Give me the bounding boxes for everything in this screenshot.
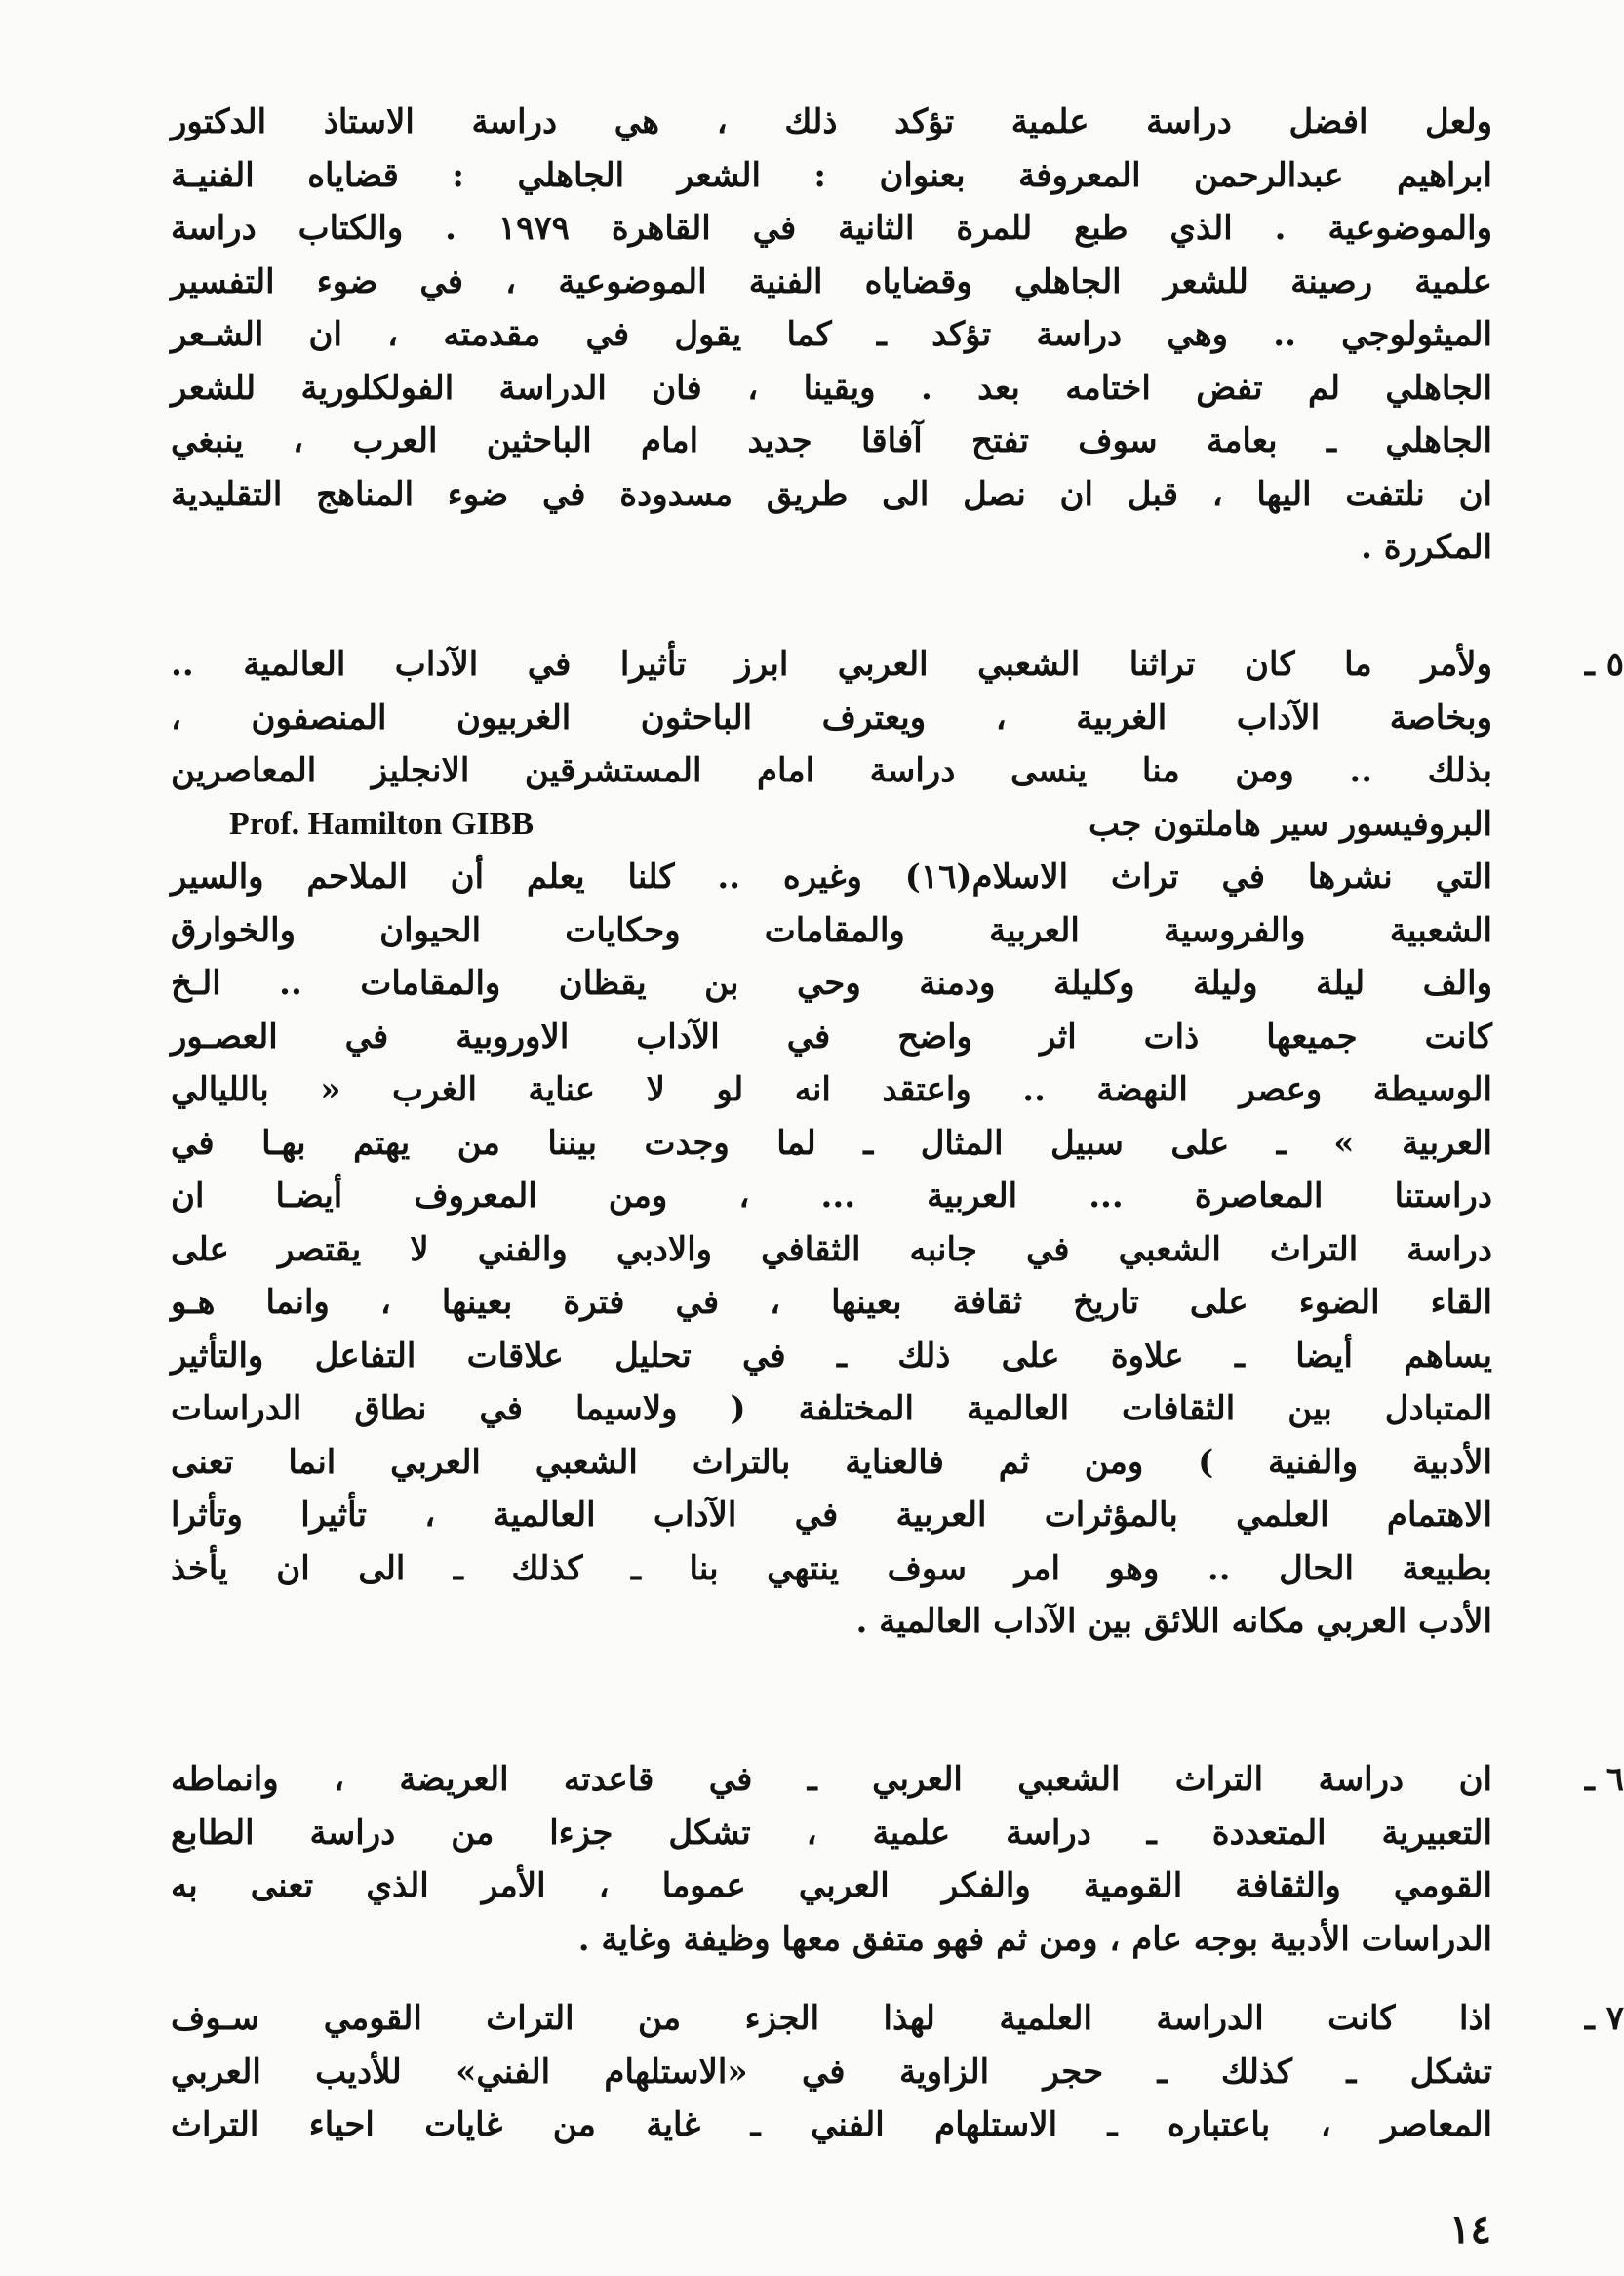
text-line: ولأمر ما كان تراثنا الشعبي العربي ابرز تأثيرا في الآداب العالمية .. xyxy=(171,645,1492,684)
text-line: دراستنا المعاصرة ... العربية ... ، ومن المعروف أيضـا ان xyxy=(171,1177,1492,1216)
text-line: الشعبية والفروسية العربية والمقامات وحكايات الحيوان والخوارق xyxy=(171,910,1492,950)
list-item-6 xyxy=(171,1753,1624,1966)
text-line: التعبيرية المتعددة ـ دراسة علمية ، تشكل جزءا من دراسة الطابع xyxy=(171,1813,1492,1853)
text-line: تشكل ـ كذلك ـ حجر الزاوية في «الاستلهام الفني» للأديب العربي xyxy=(171,2052,1492,2092)
page-number: ١٤ xyxy=(1449,2207,1491,2253)
list-item-5 xyxy=(171,638,1624,1649)
text-line: المتبادل بين الثقافات العالمية المختلفة ( ولاسيما في نطاق الدراسات xyxy=(171,1389,1492,1428)
text-line: دراسة التراث الشعبي في جانبه الثقافي والادبي والفني لا يقتصر على xyxy=(171,1229,1492,1269)
text-line: الأدب العربي مكانه اللائق بين الآداب العالمية . xyxy=(855,1602,1492,1641)
intro-paragraph xyxy=(171,96,1492,575)
text-line: والموضوعية . الذي طبع للمرة الثانية في القاهرة ١٩٧٩ . والكتاب دراسة xyxy=(171,209,1492,248)
text-line: ولعل افضل دراسة علمية تؤكد ذلك ، هي دراسة الاستاذ الدكتور xyxy=(171,102,1492,141)
text-line: الأدبية والفنية ) ومن ثم فالعناية بالتراث الشعبي العربي انما تعنى xyxy=(171,1442,1492,1482)
text-line: الدراسات الأدبية بوجه عام ، ومن ثم فهو متفق معها وظيفة وغاية . xyxy=(577,1919,1492,1959)
text-line: العربية » ـ على سبيل المثال ـ لما وجدت بيننا من يهتم بهـا في xyxy=(171,1123,1492,1163)
list-item-7 xyxy=(171,1992,1624,2152)
text-line: والف ليلة وليلة وكليلة ودمنة وحي بن يقظان والمقامات .. الـخ xyxy=(171,964,1492,1003)
item-number: ٥ ـ xyxy=(1584,645,1624,684)
text-line: التي نشرها في تراث الاسلام(١٦) وغيره .. كلنا يعلم أن الملاحم والسير xyxy=(171,858,1492,897)
text-line: وبخاصة الآداب الغربية ، ويعترف الباحثون الغربيون المنصفون ، xyxy=(171,698,1492,738)
text-line: الميثولوجي .. وهي دراسة تؤكد ـ كما يقول في مقدمته ، ان الشـعر xyxy=(171,315,1492,354)
text-line: بطبيعة الحال .. وهو امر سوف ينتهي بنا ـ كذلك ـ الى ان يأخذ xyxy=(171,1548,1492,1588)
text-line: ان نلتفت اليها ، قبل ان نصل الى طريق مسدودة في ضوء المناهج التقليدية xyxy=(171,474,1492,514)
text-line: علمية رصينة للشعر الجاهلي وقضاياه الفنية الموضوعية ، في ضوء التفسير xyxy=(171,261,1492,301)
text-line: ان دراسة التراث الشعبي العربي ـ في قاعدته العريضة ، وانماطه xyxy=(171,1760,1492,1799)
text-line: بذلك .. ومن منا ينسى دراسة امام المستشرقين الانجليز المعاصرين xyxy=(171,751,1492,790)
gibb-line xyxy=(171,798,1492,852)
text-line: الاهتمام العلمي بالمؤثرات العربية في الآداب العالمية ، تأثيرا وتأثرا xyxy=(171,1496,1492,1535)
item-number: ٦ ـ xyxy=(1584,1760,1624,1799)
gibb-english-name: Prof. Hamilton GIBB xyxy=(229,805,534,842)
text-line: الجاهلي لم تفض اختامه بعد . ويقينا ، فان الدراسة الفولكلورية للشعر xyxy=(171,368,1492,408)
gibb-arabic-name: البروفيسور سير هاملتون جب xyxy=(1088,804,1492,844)
text-line: ابراهيم عبدالرحمن المعروفة بعنوان : الشعر الجاهلي : قضاياه الفنيـة xyxy=(171,155,1492,195)
text-line: المكررة . xyxy=(1361,528,1492,567)
text-line: يساهم أيضا ـ علاوة على ذلك ـ في تحليل علاقات التفاعل والتأثير xyxy=(171,1336,1492,1376)
text-line: الوسيطة وعصر النهضة .. واعتقد انه لو لا عناية الغرب « بالليالي xyxy=(171,1070,1492,1109)
text-line: الجاهلي ـ بعامة سوف تفتح آفاقا جديد امام الباحثين العرب ، ينبغي xyxy=(171,421,1492,460)
text-line: كانت جميعها ذات اثر واضح في الآداب الاوروبية في العصـور xyxy=(171,1017,1492,1057)
text-line: المعاصر ، باعتباره ـ الاستلهام الفني ـ غاية من غايات احياء التراث xyxy=(171,2105,1492,2144)
text-line: اذا كانت الدراسة العلمية لهذا الجزء من التراث القومي سـوف xyxy=(171,1999,1492,2038)
text-line: القومي والثقافة القومية والفكر العربي عموما ، الأمر الذي تعنى به xyxy=(171,1866,1492,1905)
item-number: ٧ ـ xyxy=(1584,1999,1624,2038)
text-line: القاء الضوء على تاريخ ثقافة بعينها ، في فترة بعينها ، وانما هـو xyxy=(171,1283,1492,1322)
